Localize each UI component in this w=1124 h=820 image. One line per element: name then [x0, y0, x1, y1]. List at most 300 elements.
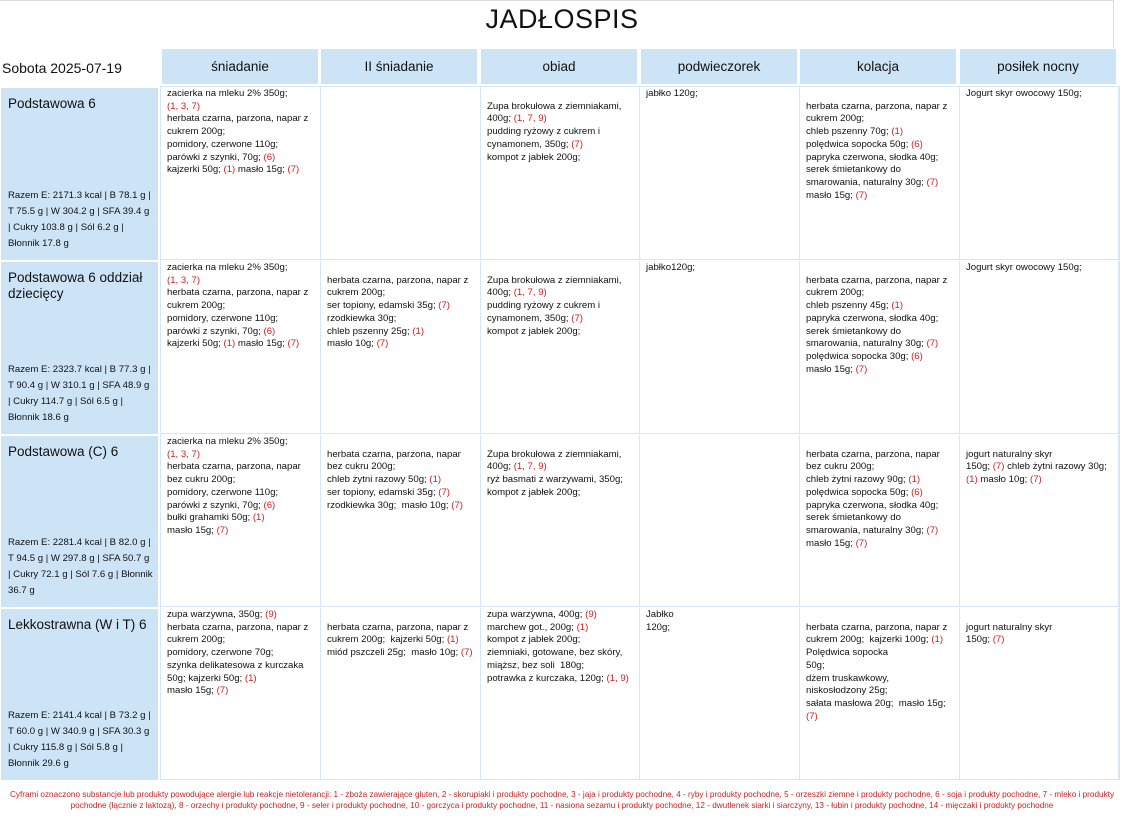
meal-text: serek śmietankowy do: [806, 164, 901, 176]
meal-cell: [800, 261, 960, 434]
meal-text: chleb pszenny 25g;: [327, 325, 413, 337]
meal-line: [487, 262, 635, 275]
allergen-codes: (1): [223, 338, 236, 350]
allergen-codes: (1): [244, 672, 257, 684]
meal-line: [806, 474, 955, 487]
allergen-codes: (7): [287, 164, 300, 176]
meal-text: rzodkiewka 30g; masło 10g;: [327, 499, 452, 511]
meal-text: herbata czarna, parzona, napar z: [327, 274, 469, 286]
meal-text: jabłko120g;: [646, 262, 696, 273]
meal-text: pudding ryżowy z cukrem i: [487, 126, 601, 138]
meal-line: [806, 139, 955, 152]
meal-line: [167, 660, 316, 673]
meal-line: [327, 275, 476, 288]
allergen-codes: (1, 9): [606, 672, 629, 684]
diet-label: [1, 609, 158, 780]
meal-line: [487, 634, 635, 647]
meal-text: zupa warzywna, 400g;: [487, 609, 586, 620]
meal-line: [806, 313, 955, 326]
meal-text: rzodkiewka 30g;: [327, 312, 397, 324]
meal-line: [966, 262, 1114, 275]
meal-line: [487, 275, 635, 288]
meal-line: [327, 634, 476, 647]
meal-text: herbata czarna, parzona, napar z: [806, 100, 948, 112]
meal-line: [966, 634, 1114, 647]
meal-line: [167, 512, 316, 525]
meal-text: cukrem 200g;: [167, 634, 226, 646]
meal-line: [806, 711, 955, 724]
meal-cell: [640, 608, 800, 780]
meal-text: 150g;: [966, 461, 993, 473]
meal-line: [806, 500, 955, 513]
meal-text: miód pszczeli 25g; masło 10g;: [327, 647, 461, 659]
allergen-codes: (7): [926, 524, 939, 536]
meal-line: [167, 126, 316, 139]
diet-name: Podstawowa 6 oddział dziecięcy: [8, 270, 143, 301]
meal-text: bez cukru 200g;: [167, 474, 236, 486]
meal-cell: [800, 435, 960, 607]
diet-label: [1, 436, 158, 607]
meal-text: papryka czerwona, słodka 40g;: [806, 499, 939, 511]
meal-line: [806, 461, 955, 474]
meal-text: masło 10g;: [327, 338, 377, 350]
meal-text: jabłko 120g;: [646, 88, 698, 99]
meal-line: [806, 698, 955, 711]
meal-text: Polędwica sopocka: [806, 647, 889, 659]
meal-text: Zupa brokułowa z ziemniakami,: [487, 100, 622, 112]
meal-line: [487, 660, 635, 673]
meal-line: [167, 634, 316, 647]
meal-text: herbata czarna, parzona, napar z: [327, 621, 469, 633]
meal-text: polędwica sopocka 50g;: [806, 486, 912, 498]
meal-line: [167, 525, 316, 538]
meal-text: niskosłodzony 25g;: [806, 685, 888, 697]
menu-date: Sobota 2025-07-19: [2, 60, 122, 76]
meal-line: [806, 152, 955, 165]
meal-text: chleb żytni razowy 30g;: [1004, 461, 1107, 473]
meal-cell: [321, 608, 481, 780]
allergen-codes: (1): [966, 474, 978, 486]
meal-text: cukrem 200g;: [167, 300, 226, 312]
meal-cell: [640, 87, 800, 260]
meal-text: dżem truskawkowy,: [806, 672, 889, 684]
meal-text: ser topiony, edamski 35g;: [327, 486, 439, 498]
diet-name: Podstawowa (C) 6: [8, 444, 119, 459]
allergen-codes: (6): [263, 151, 276, 163]
meal-text: kajzerki 50g;: [167, 164, 224, 176]
diet-nutrition-summary: Razem E: 2171.3 kcal | B 78.1 g | T 75.5 g | W 304.2 g | SFA 39.4 g | Cukry 103.8 g | Sól 6.2 g | Błonnik 17.8 g: [8, 190, 151, 249]
meal-line: [806, 262, 955, 275]
meal-line: [167, 436, 316, 449]
meal-line: [167, 88, 316, 101]
meal-text: cukrem 200g;: [806, 287, 865, 299]
meal-line: [487, 609, 635, 622]
meal-text: masło 15g;: [806, 537, 856, 549]
meal-line: [806, 525, 955, 538]
meal-line: [167, 622, 316, 635]
meal-text: masło 15g;: [806, 363, 856, 375]
meal-line: [966, 609, 1114, 622]
meal-line: [327, 609, 476, 622]
meal-line: [487, 101, 635, 114]
allergen-codes: (7): [451, 499, 463, 511]
meal-line: [966, 449, 1114, 462]
meal-line: [806, 300, 955, 313]
meal-text: 50g; kajzerki 50g;: [167, 672, 245, 684]
meal-line: [966, 622, 1114, 635]
allergen-codes: (1, 7, 9): [513, 287, 547, 299]
meal-line: [806, 126, 955, 139]
meal-line: [487, 461, 635, 474]
meal-line: [167, 474, 316, 487]
meal-text: zupa warzywna, 350g;: [167, 609, 266, 620]
meal-line: [327, 287, 476, 300]
meal-text: pomidory, czerwone 110g;: [167, 312, 279, 324]
meal-line: [327, 461, 476, 474]
meal-line: [806, 338, 955, 351]
meal-text: pudding ryżowy z cukrem i: [487, 300, 601, 312]
allergen-codes: (6): [911, 138, 923, 150]
meal-text: pomidory, czerwone 110g;: [167, 486, 279, 498]
meal-line: [327, 436, 476, 449]
meal-text: Zupa brokułowa z ziemniakami,: [487, 448, 622, 460]
meal-line: [646, 88, 795, 101]
allergen-codes: (1): [576, 621, 589, 633]
allergen-codes: (7): [855, 537, 868, 549]
meal-text: jogurt naturalny skyr: [966, 621, 1053, 633]
column-header-podwieczorek: podwieczorek: [641, 49, 797, 84]
meal-text: serek śmietankowy do: [806, 512, 901, 524]
allergen-codes: (1): [429, 474, 442, 486]
meal-line: [167, 300, 316, 313]
allergen-codes: (1): [412, 325, 425, 337]
meal-line: [806, 634, 955, 647]
meal-text: cynamonem, 350g;: [487, 138, 572, 150]
meal-line: [327, 647, 476, 660]
column-header-ii-sniadanie: II śniadanie: [321, 49, 477, 84]
meal-line: [327, 500, 476, 513]
meal-line: [327, 487, 476, 500]
allergen-codes: (7): [460, 647, 473, 659]
allergen-codes: (6): [263, 499, 276, 511]
meal-text: 400g;: [487, 287, 514, 299]
meal-text: pomidory, czerwone 110g;: [167, 138, 279, 150]
page-title: JADŁOSPIS: [485, 4, 639, 34]
column-header-kolacja: kolacja: [800, 49, 956, 84]
meal-cell: [800, 608, 960, 780]
meal-line: [167, 313, 316, 326]
meal-text: polędwica sopocka 30g;: [806, 350, 912, 362]
meal-line: [487, 622, 635, 635]
allergen-codes: (7): [438, 300, 451, 312]
meal-line: [487, 300, 635, 313]
allergen-codes: (7): [216, 685, 229, 697]
meal-cell: [481, 261, 640, 434]
allergen-codes: (1, 7, 9): [513, 113, 547, 125]
meal-cell: [960, 87, 1119, 260]
meal-text: cukrem 200g; kajzerki 100g;: [806, 634, 932, 646]
meal-text: masło 10g;: [977, 474, 1030, 486]
meal-line: [806, 113, 955, 126]
meal-line: [167, 461, 316, 474]
meal-line: [806, 88, 955, 101]
meal-cell: [161, 435, 321, 607]
meal-line: [327, 262, 476, 275]
meal-line: [806, 685, 955, 698]
allergen-codes: (7): [438, 486, 451, 498]
meal-text: parówki z szynki, 70g;: [167, 499, 264, 511]
meal-line: [806, 512, 955, 525]
meal-line: [966, 461, 1114, 474]
meal-text: cynamonem, 350g;: [487, 312, 572, 324]
meal-cell: [800, 87, 960, 260]
meal-line: [167, 338, 316, 351]
meal-text: parówki z szynki, 70g;: [167, 151, 264, 163]
meal-text: smarowania, naturalny 30g;: [806, 524, 927, 536]
meal-line: [487, 287, 635, 300]
meal-text: miąższ, bez soli 180g;: [487, 659, 585, 671]
diet-label: [1, 88, 158, 260]
meal-text: masło 15g;: [806, 189, 856, 201]
meal-line: [806, 622, 955, 635]
meal-text: kompot z jabłek 200g;: [487, 325, 581, 337]
meal-text: parówki z szynki, 70g;: [167, 325, 264, 337]
meal-text: papryka czerwona, słodka 40g;: [806, 312, 939, 324]
meal-line: [167, 275, 316, 288]
meal-text: ziemniaki, gotowane, bez skóry,: [487, 647, 623, 659]
meal-text: kompot z jabłek 200g;: [487, 634, 581, 646]
meal-line: [327, 622, 476, 635]
allergen-codes: (1, 3, 7): [167, 448, 201, 460]
meal-text: herbata czarna, parzona, napar: [806, 448, 940, 460]
meal-line: [487, 436, 635, 449]
meal-line: [167, 685, 316, 698]
meal-text: jogurt naturalny skyr: [966, 448, 1053, 460]
allergen-codes: (7): [571, 138, 583, 150]
meal-text: szynka delikatesowa z kurczaka: [167, 659, 304, 671]
diet-nutrition-summary: Razem E: 2323.7 kcal | B 77.3 g | T 90.4 g | W 310.1 g | SFA 48.9 g | Cukry 114.7 g | Sól 6.5 g | Błonnik 18.6 g: [8, 364, 151, 423]
meal-text: kompot z jabłek 200g;: [487, 151, 581, 163]
allergen-codes: (1, 3, 7): [167, 274, 201, 286]
meal-line: [806, 287, 955, 300]
meal-text: 150g;: [966, 634, 993, 646]
meal-cell: [161, 87, 321, 260]
diet-label: [1, 262, 158, 434]
allergen-codes: (9): [585, 609, 597, 620]
meal-line: [646, 622, 795, 635]
allergen-codes: (7): [287, 338, 300, 350]
meal-text: zacierka na mleku 2% 350g;: [167, 88, 288, 99]
meal-text: chleb pszenny 70g;: [806, 126, 892, 138]
meal-text: bułki grahamki 50g;: [167, 512, 253, 524]
meal-line: [806, 647, 955, 660]
allergen-codes: (7): [571, 312, 583, 324]
meal-line: [487, 313, 635, 326]
meal-line: [167, 609, 316, 622]
meal-line: [327, 338, 476, 351]
meal-line: [487, 326, 635, 339]
meal-text: Jabłko: [646, 609, 674, 620]
meal-text: masło 15g;: [235, 338, 288, 350]
meal-text: chleb żytni razowy 50g;: [327, 474, 430, 486]
meal-line: [966, 436, 1114, 449]
meal-text: ryż basmati z warzywami, 350g;: [487, 474, 623, 486]
meal-text: 400g;: [487, 113, 514, 125]
meal-line: [806, 275, 955, 288]
meal-cell: [481, 435, 640, 607]
allergen-codes: (1): [891, 126, 904, 138]
diet-name: Lekkostrawna (W i T) 6: [8, 617, 147, 632]
meal-cell: [481, 87, 640, 260]
meal-cell: [481, 608, 640, 780]
meal-text: herbata czarna, parzona, napar z: [806, 621, 948, 633]
meal-cell: [960, 435, 1119, 607]
allergen-codes: (1): [223, 164, 236, 176]
allergen-codes: (7): [926, 338, 939, 350]
meal-text: herbata czarna, parzona, napar: [327, 448, 461, 460]
meal-line: [646, 262, 795, 275]
meal-line: [487, 647, 635, 660]
meal-line: [487, 126, 635, 139]
meal-text: herbata czarna, parzona, napar: [167, 461, 301, 473]
diet-name: Podstawowa 6: [8, 96, 96, 111]
meal-line: [806, 673, 955, 686]
meal-cell: [161, 608, 321, 780]
meal-text: Jogurt skyr owocowy 150g;: [966, 88, 1082, 99]
meal-text: polędwica sopocka 50g;: [806, 138, 912, 150]
meal-text: ser topiony, edamski 35g;: [327, 300, 439, 312]
meal-line: [167, 449, 316, 462]
meal-line: [167, 113, 316, 126]
column-header-sniadanie: śniadanie: [162, 49, 318, 84]
meal-text: kajzerki 50g;: [167, 338, 224, 350]
meal-text: masło 15g;: [167, 685, 217, 697]
meal-line: [806, 449, 955, 462]
column-header-posilek-nocny: posiłek nocny: [960, 49, 1116, 84]
meal-line: [167, 326, 316, 339]
allergen-codes: (6): [911, 486, 923, 498]
meal-cell: [161, 261, 321, 434]
allergen-codes: (7): [992, 634, 1005, 646]
allergen-codes: (1): [446, 634, 459, 646]
meal-text: masło 15g;: [167, 524, 217, 536]
meal-cell: [960, 261, 1119, 434]
column-header-obiad: obiad: [481, 49, 637, 84]
meal-line: [487, 139, 635, 152]
meal-cell: [960, 608, 1119, 780]
meal-text: potrawka z kurczaka, 120g;: [487, 672, 607, 684]
meal-line: [806, 164, 955, 177]
meal-cell: [321, 435, 481, 607]
diet-nutrition-summary: Razem E: 2141.4 kcal | B 73.2 g | T 60.0 g | W 340.9 g | SFA 30.3 g | Cukry 115.8 g | Sól 5.8 g | Błonnik 29.6 g: [8, 710, 151, 769]
meal-text: serek śmietankowy do: [806, 325, 901, 337]
allergen-codes: (1, 7, 9): [513, 461, 547, 473]
meal-line: [167, 139, 316, 152]
meal-line: [806, 436, 955, 449]
meal-line: [806, 487, 955, 500]
meal-line: [167, 673, 316, 686]
meal-line: [806, 660, 955, 673]
meal-text: 50g;: [806, 659, 825, 671]
meal-text: masło 15g;: [235, 164, 288, 176]
meal-line: [806, 351, 955, 364]
allergen-codes: (1): [931, 634, 944, 646]
meal-text: papryka czerwona, słodka 40g;: [806, 151, 939, 163]
meal-text: bez cukru 200g;: [806, 461, 875, 473]
meal-cell: [321, 87, 481, 260]
allergen-codes: (7): [855, 189, 868, 201]
allergen-codes: (7): [992, 461, 1005, 473]
meal-text: 400g;: [487, 461, 514, 473]
meal-text: kompot z jabłek 200g;: [487, 486, 581, 498]
meal-line: [806, 326, 955, 339]
meal-line: [966, 88, 1114, 101]
meal-text: herbata czarna, parzona, napar z: [167, 621, 309, 633]
page-border-top: [0, 0, 1114, 1]
meal-line: [806, 364, 955, 377]
meal-line: [167, 101, 316, 114]
allergen-codes: (9): [265, 609, 277, 620]
meal-text: zacierka na mleku 2% 350g;: [167, 262, 288, 273]
meal-line: [167, 487, 316, 500]
allergen-codes: (7): [376, 338, 389, 350]
meal-text: zacierka na mleku 2% 350g;: [167, 436, 288, 447]
allergen-codes: (7): [926, 176, 939, 188]
meal-line: [646, 609, 795, 622]
meal-line: [487, 152, 635, 165]
allergen-codes: (1): [908, 474, 921, 486]
meal-line: [966, 474, 1114, 487]
meal-cell: [640, 435, 800, 607]
allergen-codes: (1): [252, 512, 265, 524]
meal-line: [327, 474, 476, 487]
allergen-codes: (1, 3, 7): [167, 100, 201, 112]
meal-line: [806, 101, 955, 114]
allergen-codes: (7): [1030, 474, 1042, 486]
meal-line: [806, 609, 955, 622]
meal-line: [806, 538, 955, 551]
meal-line: [487, 673, 635, 686]
meal-line: [806, 190, 955, 203]
meal-text: cukrem 200g; kajzerki 50g;: [327, 634, 447, 646]
meal-text: sałata masłowa 20g; masło 15g;: [806, 697, 946, 709]
meal-line: [487, 474, 635, 487]
meal-line: [167, 287, 316, 300]
meal-line: [167, 500, 316, 513]
meal-text: herbata czarna, parzona, napar z: [167, 113, 309, 125]
diet-nutrition-summary: Razem E: 2281.4 kcal | B 82.0 g | T 94.5 g | W 297.8 g | SFA 50.7 g | Cukry 72.1 g | Sól 7.6 g | Błonnik 36.7 g: [8, 537, 153, 596]
meal-line: [487, 88, 635, 101]
meal-line: [167, 647, 316, 660]
allergen-codes: (6): [911, 350, 923, 362]
meal-text: pomidory, czerwone 70g;: [167, 647, 274, 659]
allergen-footnote: Cyframi oznaczono substancje lub produkty powodujące alergie lub reakcje nietolerancji: 1 - zboża zawierające gluten, 2 - skorupiaki i produkty pochodne, 3 - jaja i produkty pochodne, 4 - ryby i produkty pochodne, 5 - orzeszki ziemne i produkty pochodne, 6 - soja i produkty pochodne, 7 - mleko i produkty pochodne (łącznie z laktozą), 8 - orzechy i produkty pochodne, 9 - seler i produkty pochodne, 10 - gorczyca i produkty pochodne, 11 - nasiona sezamu i produkty pochodne, 12 - dwutlenek siarki i siarczyny, 13 - łubin i produkty pochodne, 14 - mięczaki i produkty pochodne: [9, 790, 1115, 810]
meal-text: Jogurt skyr owocowy 150g;: [966, 262, 1082, 273]
meal-text: smarowania, naturalny 30g;: [806, 338, 927, 350]
meal-line: [487, 113, 635, 126]
meal-line: [167, 262, 316, 275]
meal-text: Zupa brokułowa z ziemniakami,: [487, 274, 622, 286]
allergen-codes: (6): [263, 325, 276, 337]
meal-line: [167, 164, 316, 177]
meal-cell: [640, 261, 800, 434]
meal-line: [327, 326, 476, 339]
allergen-codes: (7): [855, 363, 868, 375]
meal-line: [487, 449, 635, 462]
meal-text: bez cukru 200g;: [327, 461, 396, 473]
meal-text: herbata czarna, parzona, napar z: [806, 274, 948, 286]
grid-line: [1119, 87, 1120, 780]
